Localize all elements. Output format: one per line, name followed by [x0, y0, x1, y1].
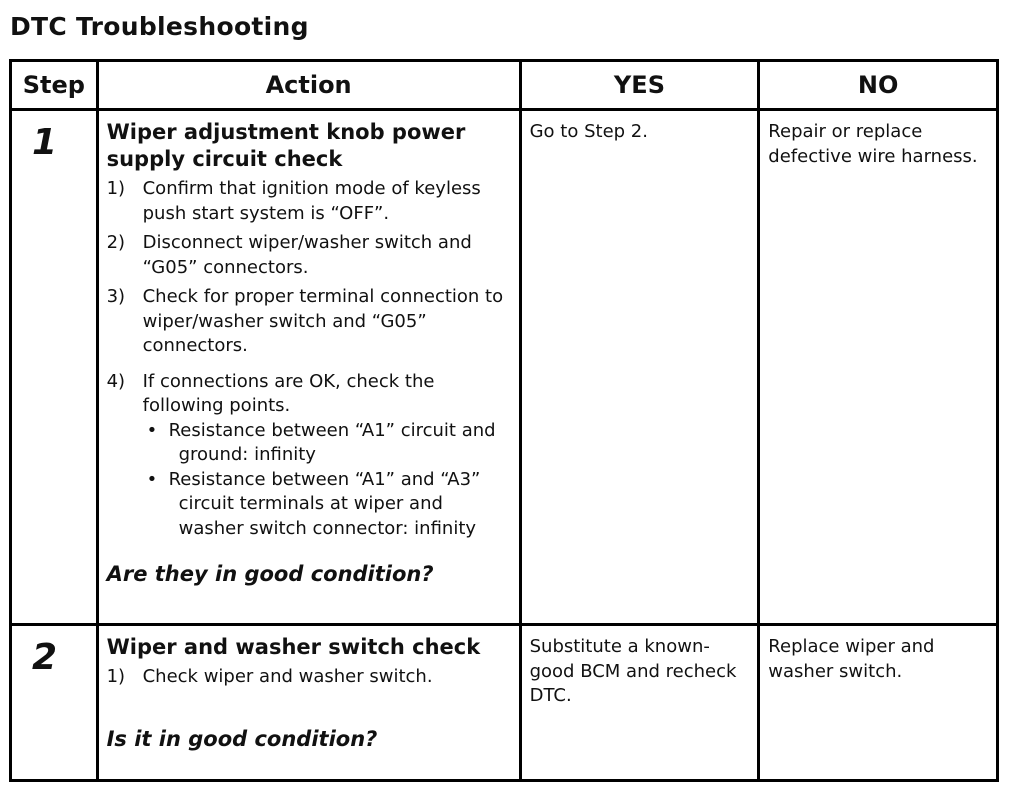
action-step-number: 3): [106, 286, 126, 307]
no-cell: Repair or replace defective wire harness.: [759, 110, 998, 625]
action-steps-list: [107, 177, 511, 541]
step-cell: [11, 625, 98, 781]
bullet-icon: •: [146, 419, 158, 441]
check-point-text: Resistance between “A1” and “A3” circuit terminals at wiper and washer switch connector: infinity: [168, 468, 481, 539]
check-point-item: [143, 468, 511, 542]
action-step-text: Confirm that ignition mode of keyless push start system is “OFF”.: [142, 178, 481, 224]
table-row-step-2: [11, 625, 998, 781]
action-step-text: Check wiper and washer switch.: [142, 666, 433, 687]
step-cell: [11, 110, 98, 625]
condition-question: Are they in good condition?: [106, 562, 434, 586]
table-row-step-1: [11, 110, 998, 625]
header-no: NO: [759, 61, 998, 110]
action-step-number: 1): [106, 666, 126, 687]
action-cell: [97, 625, 520, 781]
action-step-text: If connections are OK, check the following points.: [142, 370, 435, 416]
header-row: [11, 61, 998, 110]
no-cell: Replace wiper and washer switch.: [759, 625, 998, 781]
action-step-text: Check for proper terminal connection to wiper/washer switch and “G05” connectors.: [142, 286, 504, 356]
step-number: 1: [32, 122, 58, 163]
action-step-item: [107, 231, 511, 280]
action-step-item: [107, 177, 511, 226]
header-yes: YES: [520, 61, 759, 110]
check-points-list: [143, 419, 511, 542]
action-step-item: [107, 285, 511, 359]
yes-cell: Substitute a known-good BCM and recheck DTC.: [520, 625, 759, 781]
action-title: Wiper and washer switch check: [106, 635, 481, 659]
condition-question: Is it in good condition?: [106, 726, 378, 751]
dtc-troubleshooting-table: [9, 59, 999, 782]
action-cell: [97, 110, 520, 625]
action-title: Wiper adjustment knob power supply circuit check: [106, 120, 466, 171]
bullet-icon: •: [146, 468, 158, 490]
action-steps-list: [107, 665, 511, 690]
check-point-item: [143, 419, 511, 468]
action-step-number: 4): [106, 370, 126, 392]
page-title: DTC Troubleshooting: [10, 12, 309, 41]
action-step-text: Disconnect wiper/washer switch and “G05” connectors.: [142, 232, 472, 278]
step-number: 2: [32, 637, 58, 678]
header-action: Action: [97, 61, 520, 110]
yes-cell: Go to Step 2.: [520, 110, 759, 625]
header-step: Step: [11, 61, 98, 110]
check-point-text: Resistance between “A1” circuit and ground: infinity: [168, 419, 496, 465]
action-step-number: 1): [106, 178, 126, 199]
action-step-item: [107, 665, 511, 690]
action-step-item: [107, 370, 511, 542]
action-step-number: 2): [106, 232, 126, 253]
